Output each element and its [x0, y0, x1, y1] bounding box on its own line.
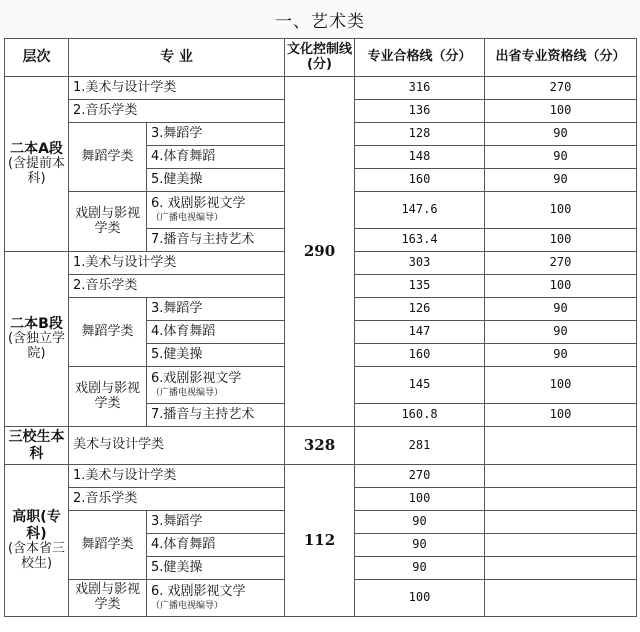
major-label: 6. 戏剧影视文学: [151, 583, 246, 599]
header-major: 专 业: [69, 39, 285, 77]
major-cell: [147, 192, 285, 229]
major-label: 6. 戏剧影视文学: [151, 195, 246, 211]
out-cell: [485, 488, 637, 511]
major-cell: 5.健美操: [147, 344, 285, 367]
level-vocational: [5, 465, 69, 617]
major-cell: 4.体育舞蹈: [147, 146, 285, 169]
group-dance-a: 舞蹈学类: [69, 123, 147, 192]
out-cell: 90: [485, 321, 637, 344]
pass-cell: 126: [355, 298, 485, 321]
header-control-line: 文化控制线(分): [285, 39, 355, 77]
major-cell: 5.健美操: [147, 169, 285, 192]
out-cell: 100: [485, 229, 637, 252]
major-cell: 2.音乐学类: [69, 100, 285, 123]
level-vocational-sub: (含本省三校生): [7, 540, 66, 571]
pass-cell: 303: [355, 252, 485, 275]
pass-cell: 160: [355, 344, 485, 367]
pass-cell: 147: [355, 321, 485, 344]
out-cell: 270: [485, 77, 637, 100]
out-cell: 100: [485, 404, 637, 427]
header-out-province: 出省专业资格线（分）: [485, 39, 637, 77]
header-level: 层次: [5, 39, 69, 77]
major-cell: [147, 367, 285, 404]
out-cell: 100: [485, 192, 637, 229]
pass-cell: 100: [355, 488, 485, 511]
out-cell: [485, 580, 637, 617]
major-cell: 4.体育舞蹈: [147, 534, 285, 557]
major-cell: 1.美术与设计学类: [69, 77, 285, 100]
out-cell: 90: [485, 169, 637, 192]
level-b: [5, 252, 69, 427]
out-cell: [485, 465, 637, 488]
major-cell: 3.舞蹈学: [147, 298, 285, 321]
out-cell: 90: [485, 344, 637, 367]
control-line-a-b: 290: [285, 77, 355, 427]
major-cell: 1.美术与设计学类: [69, 465, 285, 488]
pass-cell: 136: [355, 100, 485, 123]
out-cell: 90: [485, 146, 637, 169]
out-cell: 90: [485, 298, 637, 321]
group-drama-a: 戏剧与影视学类: [69, 192, 147, 252]
pass-cell: 145: [355, 367, 485, 404]
group-dance-vocational: 舞蹈学类: [69, 511, 147, 580]
pass-cell: 160.8: [355, 404, 485, 427]
major-note: （广播电视编导）: [151, 387, 224, 398]
major-cell: 2.音乐学类: [69, 488, 285, 511]
group-drama-vocational: 戏剧与影视学类: [69, 580, 147, 617]
pass-cell: 128: [355, 123, 485, 146]
major-label: 6.戏剧影视文学: [151, 370, 242, 386]
out-cell: 100: [485, 275, 637, 298]
pass-cell: 281: [355, 427, 485, 465]
level-three-school: 三校生本科: [5, 427, 69, 465]
out-cell: [485, 511, 637, 534]
pass-cell: 163.4: [355, 229, 485, 252]
major-cell: 5.健美操: [147, 557, 285, 580]
pass-cell: 90: [355, 557, 485, 580]
out-cell: 270: [485, 252, 637, 275]
table-row: [5, 465, 637, 488]
header-major-pass: 专业合格线（分）: [355, 39, 485, 77]
out-cell: [485, 534, 637, 557]
major-cell: 7.播音与主持艺术: [147, 404, 285, 427]
out-cell: [485, 427, 637, 465]
section-title: 一、艺术类: [0, 0, 640, 38]
pass-cell: 90: [355, 534, 485, 557]
major-note: （广播电视编导）: [151, 212, 224, 223]
pass-cell: 100: [355, 580, 485, 617]
pass-cell: 160: [355, 169, 485, 192]
pass-cell: 135: [355, 275, 485, 298]
level-b-sub: (含独立学院): [7, 331, 66, 362]
pass-cell: 270: [355, 465, 485, 488]
control-line-vocational: 112: [285, 465, 355, 617]
major-note: （广播电视编导）: [151, 600, 224, 611]
table-row: [5, 427, 637, 465]
pass-cell: 316: [355, 77, 485, 100]
major-cell: 7.播音与主持艺术: [147, 229, 285, 252]
major-cell: 美术与设计学类: [69, 427, 285, 465]
major-cell: 1.美术与设计学类: [69, 252, 285, 275]
major-cell: [147, 580, 285, 617]
major-cell: 4.体育舞蹈: [147, 321, 285, 344]
control-line-three-school: 328: [285, 427, 355, 465]
major-cell: 3.舞蹈学: [147, 123, 285, 146]
level-a-main: 二本A段: [10, 141, 63, 158]
admission-score-table: [4, 38, 637, 617]
level-b-main: 二本B段: [10, 316, 63, 333]
table-row: [5, 77, 637, 100]
out-cell: 100: [485, 100, 637, 123]
out-cell: [485, 557, 637, 580]
pass-cell: 90: [355, 511, 485, 534]
out-cell: 90: [485, 123, 637, 146]
level-a: [5, 77, 69, 252]
pass-cell: 148: [355, 146, 485, 169]
pass-cell: 147.6: [355, 192, 485, 229]
header-row: [5, 39, 637, 77]
out-cell: 100: [485, 367, 637, 404]
level-vocational-main: 高职(专科): [12, 509, 61, 542]
level-a-sub: (含提前本科): [7, 156, 66, 187]
major-cell: 2.音乐学类: [69, 275, 285, 298]
major-cell: 3.舞蹈学: [147, 511, 285, 534]
group-drama-b: 戏剧与影视学类: [69, 367, 147, 427]
group-dance-b: 舞蹈学类: [69, 298, 147, 367]
